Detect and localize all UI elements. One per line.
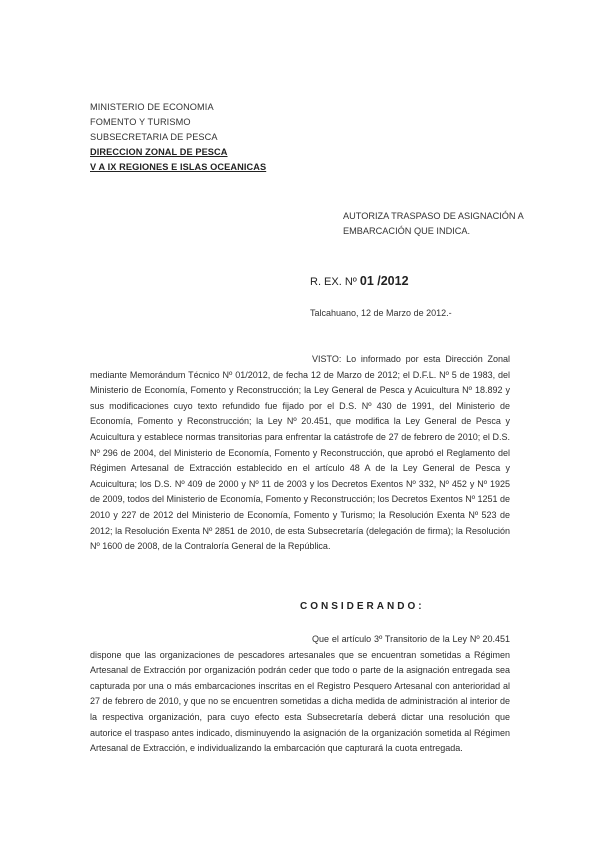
resolution-number — [310, 274, 409, 288]
issuer-header — [90, 100, 266, 175]
visto-body: Lo informado por esta Dirección Zonal mediante Memorándum Técnico Nº 01/2012, de fecha 12 de Marzo de 2012; el D.F.L. Nº 5 de 1983, del Ministerio de Economía, Fomento y Reconstrucción; la Ley General de Pesca y Acuicultura Nº 18.892 y sus modificaciones cuyo texto refundido fue fijado por el D.S. Nº 430 de 1991, del Ministerio de Economía, Fomento y Reconstrucción; la Ley Nº 20.451, que modifica la Ley General de Pesca y Acuicultura y establece normas transitorias para enfrentar la catástrofe de 27 de febrero de 2010; el D.S. Nº 296 de 2004, del Ministerio de Economía, Fomento y Reconstrucción, que aprobó el Reglamento del Régimen Artesanal de Extracción establecido en el artículo 48 A de la Ley General de Pesca y Acuicultura; los D.S. Nº 409 de 2000 y Nº 11 de 2003 y los Decretos Exentos Nº 332, Nº 452 y Nº 1925 de 2009, todos del Ministerio de Economía, Fomento y Reconstrucción; los Decretos Exentos Nº 1251 de 2010 y 227 de 2012 del Ministerio de Economía, Fomento y Turismo; la Resolución Exenta Nº 523 de 2012; la Resolución Exenta Nº 2851 de 2010, de esta Subsecretaría (delegación de firma); la Resolución Nº 1600 de 2008, de la Contraloría General de la República. — [90, 354, 511, 552]
considerando-heading: CONSIDERANDO: — [300, 601, 425, 612]
direccion-zonal-line: DIRECCION ZONAL DE PESCA — [90, 147, 228, 157]
ministry-line: MINISTERIO DE ECONOMIA — [90, 102, 214, 112]
visto-lead: VISTO: — [312, 354, 342, 364]
considerando-body: Que el artículo 3º Transitorio de la Ley Nº 20.451 dispone que las organizaciones de pescadores artesanales que se encuentran sometidas a Régimen Artesanal de Extracción por organización podrán ceder que todo o parte de la asignación entregada sea capturada por una o más embarcaciones inscritas en el Registro Pesquero Artesanal con anterioridad al 27 de febrero de 2010, y que no se encuentren sometidas a dicha medida de administración al interior de la respectiva organización, para cuyo efecto esta Subsecretaría deberá dictar una resolución que autorice el traspaso antes indicado, disminuyendo la asignación de la organización sometida al Régimen Artesanal de Extracción, e individualizando la embarcación que capturará la cuota entregada. — [90, 634, 510, 754]
document-subject: AUTORIZA TRASPASO DE ASIGNACIÓN A EMBARCACIÓN QUE INDICA. — [343, 211, 524, 236]
ministry-line-2: FOMENTO Y TURISMO — [90, 117, 191, 127]
resolution-value: 01 /2012 — [359, 274, 409, 288]
place-and-date: Talcahuano, 12 de Marzo de 2012.- — [310, 308, 452, 318]
subsecretaria-line: SUBSECRETARIA DE PESCA — [90, 132, 218, 142]
regiones-line: V A IX REGIONES E ISLAS OCEANICAS — [90, 162, 267, 172]
resolution-prefix: R. EX. Nº — [310, 276, 357, 288]
considerando-paragraph — [90, 632, 510, 757]
visto-paragraph — [90, 352, 510, 555]
